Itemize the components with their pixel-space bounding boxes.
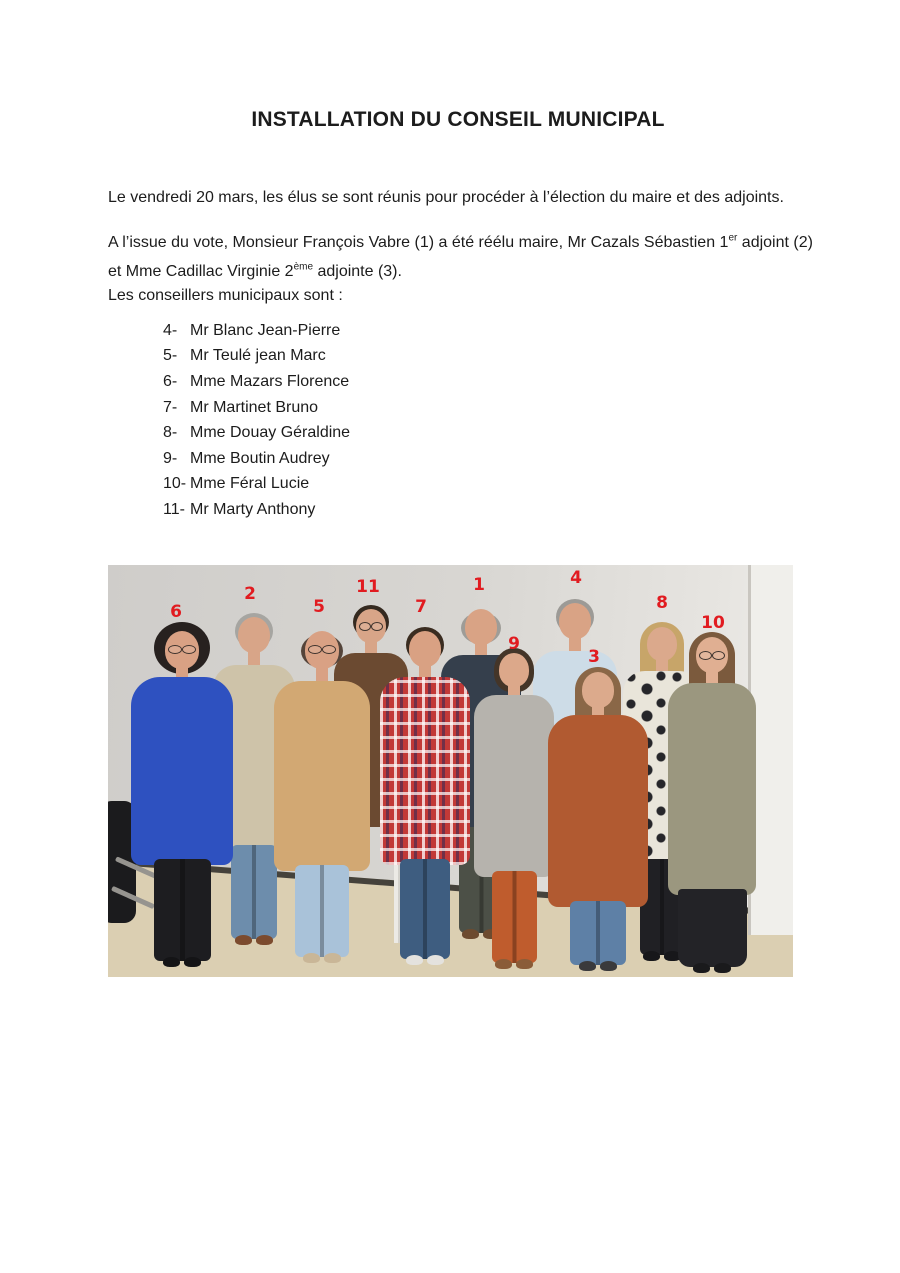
council-list-item xyxy=(163,344,350,370)
person-6-legs xyxy=(154,859,211,961)
paragraph-intro: Le vendredi 20 mars, les élus se sont réunis pour procéder à l’élection du maire et des adjoints. xyxy=(108,189,784,206)
paragraph-election-text: et Mme Cadillac Virginie 2 xyxy=(108,263,294,280)
person-7-torso xyxy=(380,677,470,865)
paragraph-election-text: A l’issue du vote, Monsieur François Vabre (1) a été réélu maire, Mr Cazals Sébastien 1 xyxy=(108,234,729,251)
council-member-number: 5- xyxy=(163,347,178,365)
photo-number-label-9: 9 xyxy=(508,634,520,654)
person-6 xyxy=(131,565,233,977)
person-6-shoe xyxy=(184,957,201,967)
photo-number-label-7: 7 xyxy=(415,597,427,617)
person-10-shoe xyxy=(714,963,731,973)
council-list-item xyxy=(163,420,350,446)
person-6-shoe xyxy=(163,957,180,967)
photo-number-label-11: 11 xyxy=(356,577,380,597)
council-member-name: Mme Douay Géraldine xyxy=(190,424,351,442)
photo-number-label-2: 2 xyxy=(244,584,256,604)
photo-number-label-8: 8 xyxy=(656,593,668,613)
superscript-er: er xyxy=(728,232,738,244)
council-list-item xyxy=(163,472,350,498)
person-10-torso xyxy=(668,683,756,895)
council-member-number: 11- xyxy=(163,500,185,518)
person-2-head xyxy=(238,617,270,653)
person-6-glasses xyxy=(168,645,196,653)
council-member-number: 4- xyxy=(163,321,178,339)
person-3-shoe xyxy=(600,961,617,971)
person-2-legs xyxy=(231,845,277,939)
council-list-item xyxy=(163,318,350,344)
person-9-shoe xyxy=(495,959,512,969)
person-5 xyxy=(274,565,370,977)
person-5-shoe xyxy=(303,953,320,963)
person-9-shoe xyxy=(516,959,533,969)
person-5-glasses xyxy=(308,645,336,653)
person-7-shoe xyxy=(406,955,423,965)
person-9-head xyxy=(499,653,529,687)
superscript-eme: ème xyxy=(293,261,314,273)
person-5-legs xyxy=(295,865,349,957)
council-member-name: Mme Boutin Audrey xyxy=(190,449,330,467)
person-7-legs xyxy=(400,859,450,959)
person-7-head xyxy=(409,631,441,667)
page-title: INSTALLATION DU CONSEIL MUNICIPAL xyxy=(251,108,665,131)
person-5-shoe xyxy=(324,953,341,963)
group-photo xyxy=(108,565,793,977)
person-2-shoe xyxy=(256,935,273,945)
photo-number-label-1: 1 xyxy=(473,575,485,595)
council-list-item xyxy=(163,395,350,421)
person-6-torso xyxy=(131,677,233,865)
council-list-item xyxy=(163,369,350,395)
person-7 xyxy=(380,565,470,977)
council-member-name: Mr Martinet Bruno xyxy=(190,398,319,416)
person-3-shoe xyxy=(579,961,596,971)
paragraph-election xyxy=(108,228,813,286)
paragraph-council-intro: Les conseillers municipaux sont : xyxy=(108,287,343,304)
council-member-name: Mr Blanc Jean-Pierre xyxy=(190,321,341,339)
photo-number-label-4: 4 xyxy=(570,568,582,588)
council-list xyxy=(163,318,350,523)
person-5-torso xyxy=(274,681,370,871)
photo-number-label-5: 5 xyxy=(313,597,325,617)
council-member-name: Mr Marty Anthony xyxy=(190,500,316,518)
paragraph-election-text: adjoint (2) xyxy=(737,234,813,251)
person-3-legs xyxy=(570,901,626,965)
council-member-name: Mr Teulé jean Marc xyxy=(190,347,326,365)
council-member-number: 10- xyxy=(163,475,187,493)
person-10-shoe xyxy=(693,963,710,973)
person-10-glasses xyxy=(699,651,725,659)
council-member-name: Mme Mazars Florence xyxy=(190,372,350,390)
person-9-legs xyxy=(492,871,537,963)
council-member-name: Mme Féral Lucie xyxy=(190,475,310,493)
photo-number-label-10: 10 xyxy=(701,613,725,633)
council-list-item xyxy=(163,497,350,523)
council-member-number: 9- xyxy=(163,449,178,467)
council-list-item xyxy=(163,446,350,472)
photo-number-label-6: 6 xyxy=(170,602,182,622)
person-9 xyxy=(474,565,554,977)
council-member-number: 7- xyxy=(163,398,178,416)
person-10-legs xyxy=(678,889,747,967)
person-3-torso xyxy=(548,715,648,907)
person-9-torso xyxy=(474,695,554,877)
council-member-number: 8- xyxy=(163,424,178,442)
person-2-shoe xyxy=(235,935,252,945)
person-7-shoe xyxy=(427,955,444,965)
photo-number-label-3: 3 xyxy=(588,647,600,667)
person-3-head xyxy=(582,672,614,708)
paragraph-election-text: adjointe (3). xyxy=(313,263,402,280)
person-3 xyxy=(548,565,648,977)
council-member-number: 6- xyxy=(163,372,178,390)
